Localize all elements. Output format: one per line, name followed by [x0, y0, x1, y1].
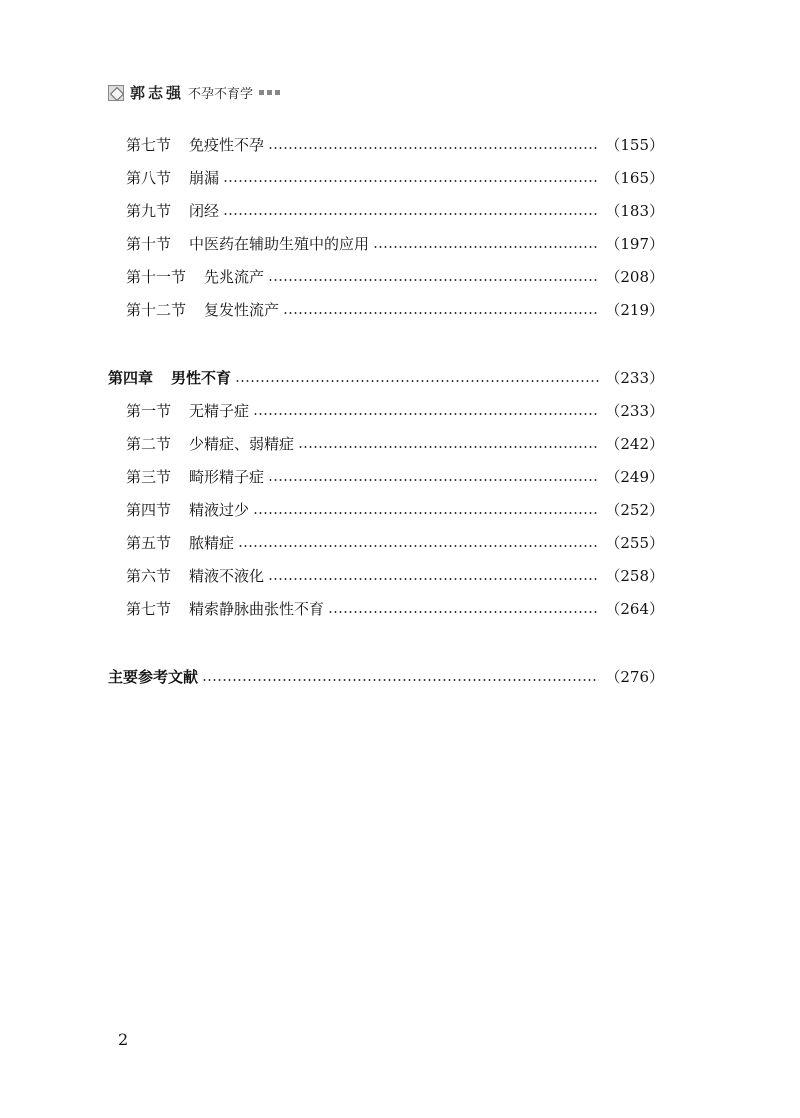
toc-chapter-entry[interactable]: [108, 361, 664, 394]
page-reference: （264）: [605, 600, 664, 618]
page-reference: （255）: [605, 534, 664, 552]
section-title: 先兆流产: [204, 268, 265, 286]
section-number: 第十一节: [126, 268, 187, 286]
page-reference: （276）: [605, 668, 664, 686]
section-title: 精索静脉曲张性不育: [189, 600, 325, 618]
dot-leader: [283, 312, 599, 314]
section-title: 免疫性不孕: [189, 136, 265, 154]
dot-leader: [253, 413, 599, 415]
toc-entry[interactable]: [108, 161, 664, 194]
page-reference: （249）: [605, 468, 664, 486]
page-reference: （242）: [605, 435, 664, 453]
dot-leader: [238, 545, 599, 547]
section-number: 第四节: [126, 501, 172, 519]
page-reference: （233）: [605, 369, 664, 387]
toc-entry[interactable]: [108, 194, 664, 227]
section-number: 第五节: [126, 534, 172, 552]
dot-leader: [223, 213, 599, 215]
toc-group-references: [108, 660, 664, 693]
toc-entry[interactable]: [108, 427, 664, 460]
page-reference: （252）: [605, 501, 664, 519]
dot-leader: [373, 246, 599, 248]
page-reference: （197）: [605, 235, 664, 253]
section-number: 第七节: [126, 600, 172, 618]
section-number: 第九节: [126, 202, 172, 220]
chapter-title: 男性不育: [171, 369, 232, 387]
toc-entry[interactable]: [108, 394, 664, 427]
toc-entry[interactable]: [108, 559, 664, 592]
section-title: 少精症、弱精症: [189, 435, 295, 453]
chapter-number: 第四章: [108, 369, 154, 387]
references-title: 主要参考文献: [108, 668, 199, 686]
page-number: 2: [118, 1030, 129, 1049]
book-title: 不孕不育学: [188, 87, 254, 102]
decorative-squares-icon: [259, 90, 280, 95]
section-title: 畸形精子症: [189, 468, 265, 486]
dot-leader: [298, 446, 599, 448]
section-title: 无精子症: [189, 402, 250, 420]
section-number: 第十二节: [126, 301, 187, 319]
section-title: 崩漏: [189, 169, 220, 187]
section-number: 第二节: [126, 435, 172, 453]
section-title: 精液过少: [189, 501, 250, 519]
dot-leader: [268, 279, 599, 281]
page-reference: （155）: [605, 136, 664, 154]
section-title: 闭经: [189, 202, 220, 220]
page-reference: （233）: [605, 402, 664, 420]
section-title: 精液不液化: [189, 567, 265, 585]
page-reference: （219）: [605, 301, 664, 319]
toc-entry[interactable]: [108, 293, 664, 326]
dot-leader: [202, 679, 599, 681]
section-number: 第七节: [126, 136, 172, 154]
table-of-contents: [108, 128, 664, 693]
page-reference: （258）: [605, 567, 664, 585]
section-title: 脓精症: [189, 534, 235, 552]
section-number: 第十节: [126, 235, 172, 253]
dot-leader: [223, 180, 599, 182]
section-title: 中医药在辅助生殖中的应用: [189, 235, 370, 253]
section-title: 复发性流产: [204, 301, 280, 319]
dot-leader: [268, 147, 599, 149]
dot-leader: [268, 479, 599, 481]
toc-entry[interactable]: [108, 227, 664, 260]
toc-entry[interactable]: [108, 493, 664, 526]
section-number: 第八节: [126, 169, 172, 187]
toc-group-chapter-4: [108, 361, 664, 625]
toc-entry[interactable]: [108, 526, 664, 559]
toc-entry[interactable]: [108, 460, 664, 493]
toc-references-entry[interactable]: [108, 660, 664, 693]
running-header: [108, 82, 280, 103]
dot-leader: [328, 611, 599, 613]
section-number: 第六节: [126, 567, 172, 585]
page-reference: （208）: [605, 268, 664, 286]
section-number: 第三节: [126, 468, 172, 486]
toc-entry[interactable]: [108, 260, 664, 293]
book-logo-icon: [108, 85, 124, 101]
toc-entry[interactable]: [108, 592, 664, 625]
author-name: 郭志强: [130, 84, 185, 102]
dot-leader: [268, 578, 599, 580]
dot-leader: [253, 512, 599, 514]
toc-group-chapter-3-continued: [108, 128, 664, 326]
page-reference: （183）: [605, 202, 664, 220]
section-number: 第一节: [126, 402, 172, 420]
toc-entry[interactable]: [108, 128, 664, 161]
dot-leader: [235, 380, 599, 382]
page-reference: （165）: [605, 169, 664, 187]
